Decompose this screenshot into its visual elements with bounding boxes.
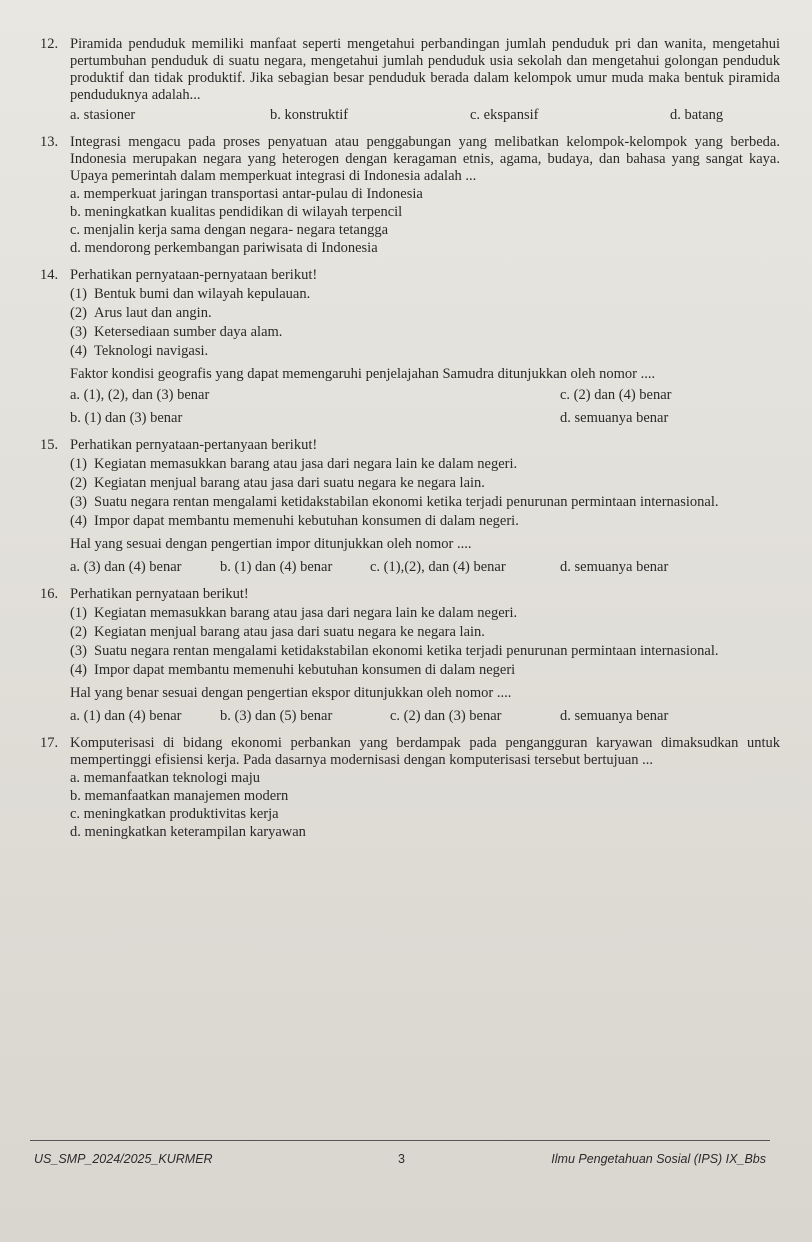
option-a[interactable]: a. (3) dan (4) benar: [70, 559, 182, 575]
question-text: Perhatikan pernyataan-pertanyaan berikut!: [70, 437, 318, 453]
question-prompt: Hal yang benar sesuai dengan pengertian ekspor ditunjukkan oleh nomor ....: [70, 685, 512, 701]
option-b[interactable]: b. memanfaatkan manajemen modern: [70, 788, 289, 804]
page-number: 3: [398, 1152, 405, 1166]
option-c[interactable]: c. ekspansif: [470, 107, 539, 123]
question-text: Perhatikan pernyataan berikut!: [70, 586, 249, 602]
option-d[interactable]: d. semuanya benar: [560, 708, 669, 724]
statement: (1) Bentuk bumi dan wilayah kepulauan.: [70, 286, 311, 302]
option-b[interactable]: b. meningkatkan kualitas pendidikan di wilayah terpencil: [70, 204, 403, 220]
option-a[interactable]: a. (1) dan (4) benar: [70, 708, 182, 724]
question-text: Integrasi mengacu pada proses penyatuan atau penggabungan yang melibatkan kelompok-kelompok yang berbeda. Indonesia merupakan negara yang heterogen dengan keragaman etnis, agama, budaya, dan bahasa yang sangat kaya. Upaya pemerintah dalam memperkuat integrasi di Indonesia adalah ...: [70, 134, 780, 184]
question-15: [40, 437, 780, 576]
statement: (4) Impor dapat membantu memenuhi kebutuhan konsumen di dalam negeri.: [70, 513, 519, 529]
question-number: 12.: [40, 36, 59, 52]
statement: (1) Kegiatan memasukkan barang atau jasa dari negara lain ke dalam negeri.: [70, 605, 518, 621]
option-c[interactable]: c. (2) dan (3) benar: [390, 708, 502, 724]
question-12: [40, 36, 780, 124]
question-number: 14.: [40, 267, 59, 283]
question-text: Perhatikan pernyataan-pernyataan berikut!: [70, 267, 318, 283]
question-number: 15.: [40, 437, 59, 453]
option-d[interactable]: d. batang: [670, 107, 724, 123]
question-prompt: Hal yang sesuai dengan pengertian impor ditunjukkan oleh nomor ....: [70, 536, 472, 552]
statement: (1) Kegiatan memasukkan barang atau jasa dari negara lain ke dalam negeri.: [70, 456, 518, 472]
option-d[interactable]: d. semuanya benar: [560, 410, 669, 426]
question-16: [40, 586, 780, 725]
option-b[interactable]: b. (3) dan (5) benar: [220, 708, 333, 724]
question-prompt: Faktor kondisi geografis yang dapat memengaruhi penjelajahan Samudra ditunjukkan oleh nomor ....: [70, 366, 656, 382]
option-a[interactable]: a. memanfaatkan teknologi maju: [70, 770, 261, 786]
option-c[interactable]: c. menjalin kerja sama dengan negara- negara tetangga: [70, 222, 389, 238]
option-b[interactable]: b. (1) dan (4) benar: [220, 559, 333, 575]
option-a[interactable]: a. (1), (2), dan (3) benar: [70, 387, 210, 403]
option-a[interactable]: a. stasioner: [70, 107, 136, 123]
question-number: 17.: [40, 735, 59, 751]
option-a[interactable]: a. memperkuat jaringan transportasi antar-pulau di Indonesia: [70, 186, 423, 202]
statement: (4) Teknologi navigasi.: [70, 343, 209, 359]
statement: (4) Impor dapat membantu memenuhi kebutuhan konsumen di dalam negeri: [70, 662, 516, 678]
statement: (2) Kegiatan menjual barang atau jasa dari suatu negara ke negara lain.: [70, 624, 485, 640]
question-number: 13.: [40, 134, 59, 150]
statement: (3) Ketersediaan sumber daya alam.: [70, 324, 283, 340]
option-d[interactable]: d. mendorong perkembangan pariwisata di Indonesia: [70, 240, 378, 256]
question-number: 16.: [40, 586, 59, 602]
option-c[interactable]: c. (1),(2), dan (4) benar: [370, 559, 506, 575]
option-d[interactable]: d. meningkatkan keterampilan karyawan: [70, 824, 306, 840]
option-b[interactable]: b. (1) dan (3) benar: [70, 410, 183, 426]
question-text: Piramida penduduk memiliki manfaat seperti mengetahui perbandingan jumlah penduduk pri dan wanita, mengetahui pertumbuhan penduduk di suatu negara, mengetahui jumlah penduduk usia sekolah dan mengetahui golongan penduduk produktif dan tidak produktif. Jika sebagian besar penduduk berada dalam kelompok umur muda maka bentuk piramida penduduknya adalah...: [70, 36, 780, 103]
option-c[interactable]: c. (2) dan (4) benar: [560, 387, 672, 403]
footer-divider: [30, 1140, 770, 1141]
question-text: Komputerisasi di bidang ekonomi perbankan yang berdampak pada pengangguran karyawan dimaksudkan untuk mempertinggi efisiensi kerja. Pada dasarnya modernisasi dengan komputerisasi tersebut bertujuan ...: [70, 735, 780, 768]
option-c[interactable]: c. meningkatkan produktivitas kerja: [70, 806, 279, 822]
statement: (3) Suatu negara rentan mengalami ketidakstabilan ekonomi ketika terjadi penurunan permintaan internasional.: [70, 494, 719, 510]
question-17: [40, 735, 780, 841]
footer-exam-code: US_SMP_2024/2025_KURMER: [34, 1152, 213, 1166]
statement: (3) Suatu negara rentan mengalami ketidakstabilan ekonomi ketika terjadi penurunan permintaan internasional.: [70, 643, 719, 659]
option-d[interactable]: d. semuanya benar: [560, 559, 669, 575]
footer-subject: Ilmu Pengetahuan Sosial (IPS) IX_Bbs: [551, 1152, 766, 1166]
questions: [40, 36, 780, 851]
statement: (2) Kegiatan menjual barang atau jasa dari suatu negara ke negara lain.: [70, 475, 485, 491]
statement: (2) Arus laut dan angin.: [70, 305, 212, 321]
option-b[interactable]: b. konstruktif: [270, 107, 349, 123]
question-14: [40, 267, 780, 427]
question-13: [40, 134, 780, 257]
